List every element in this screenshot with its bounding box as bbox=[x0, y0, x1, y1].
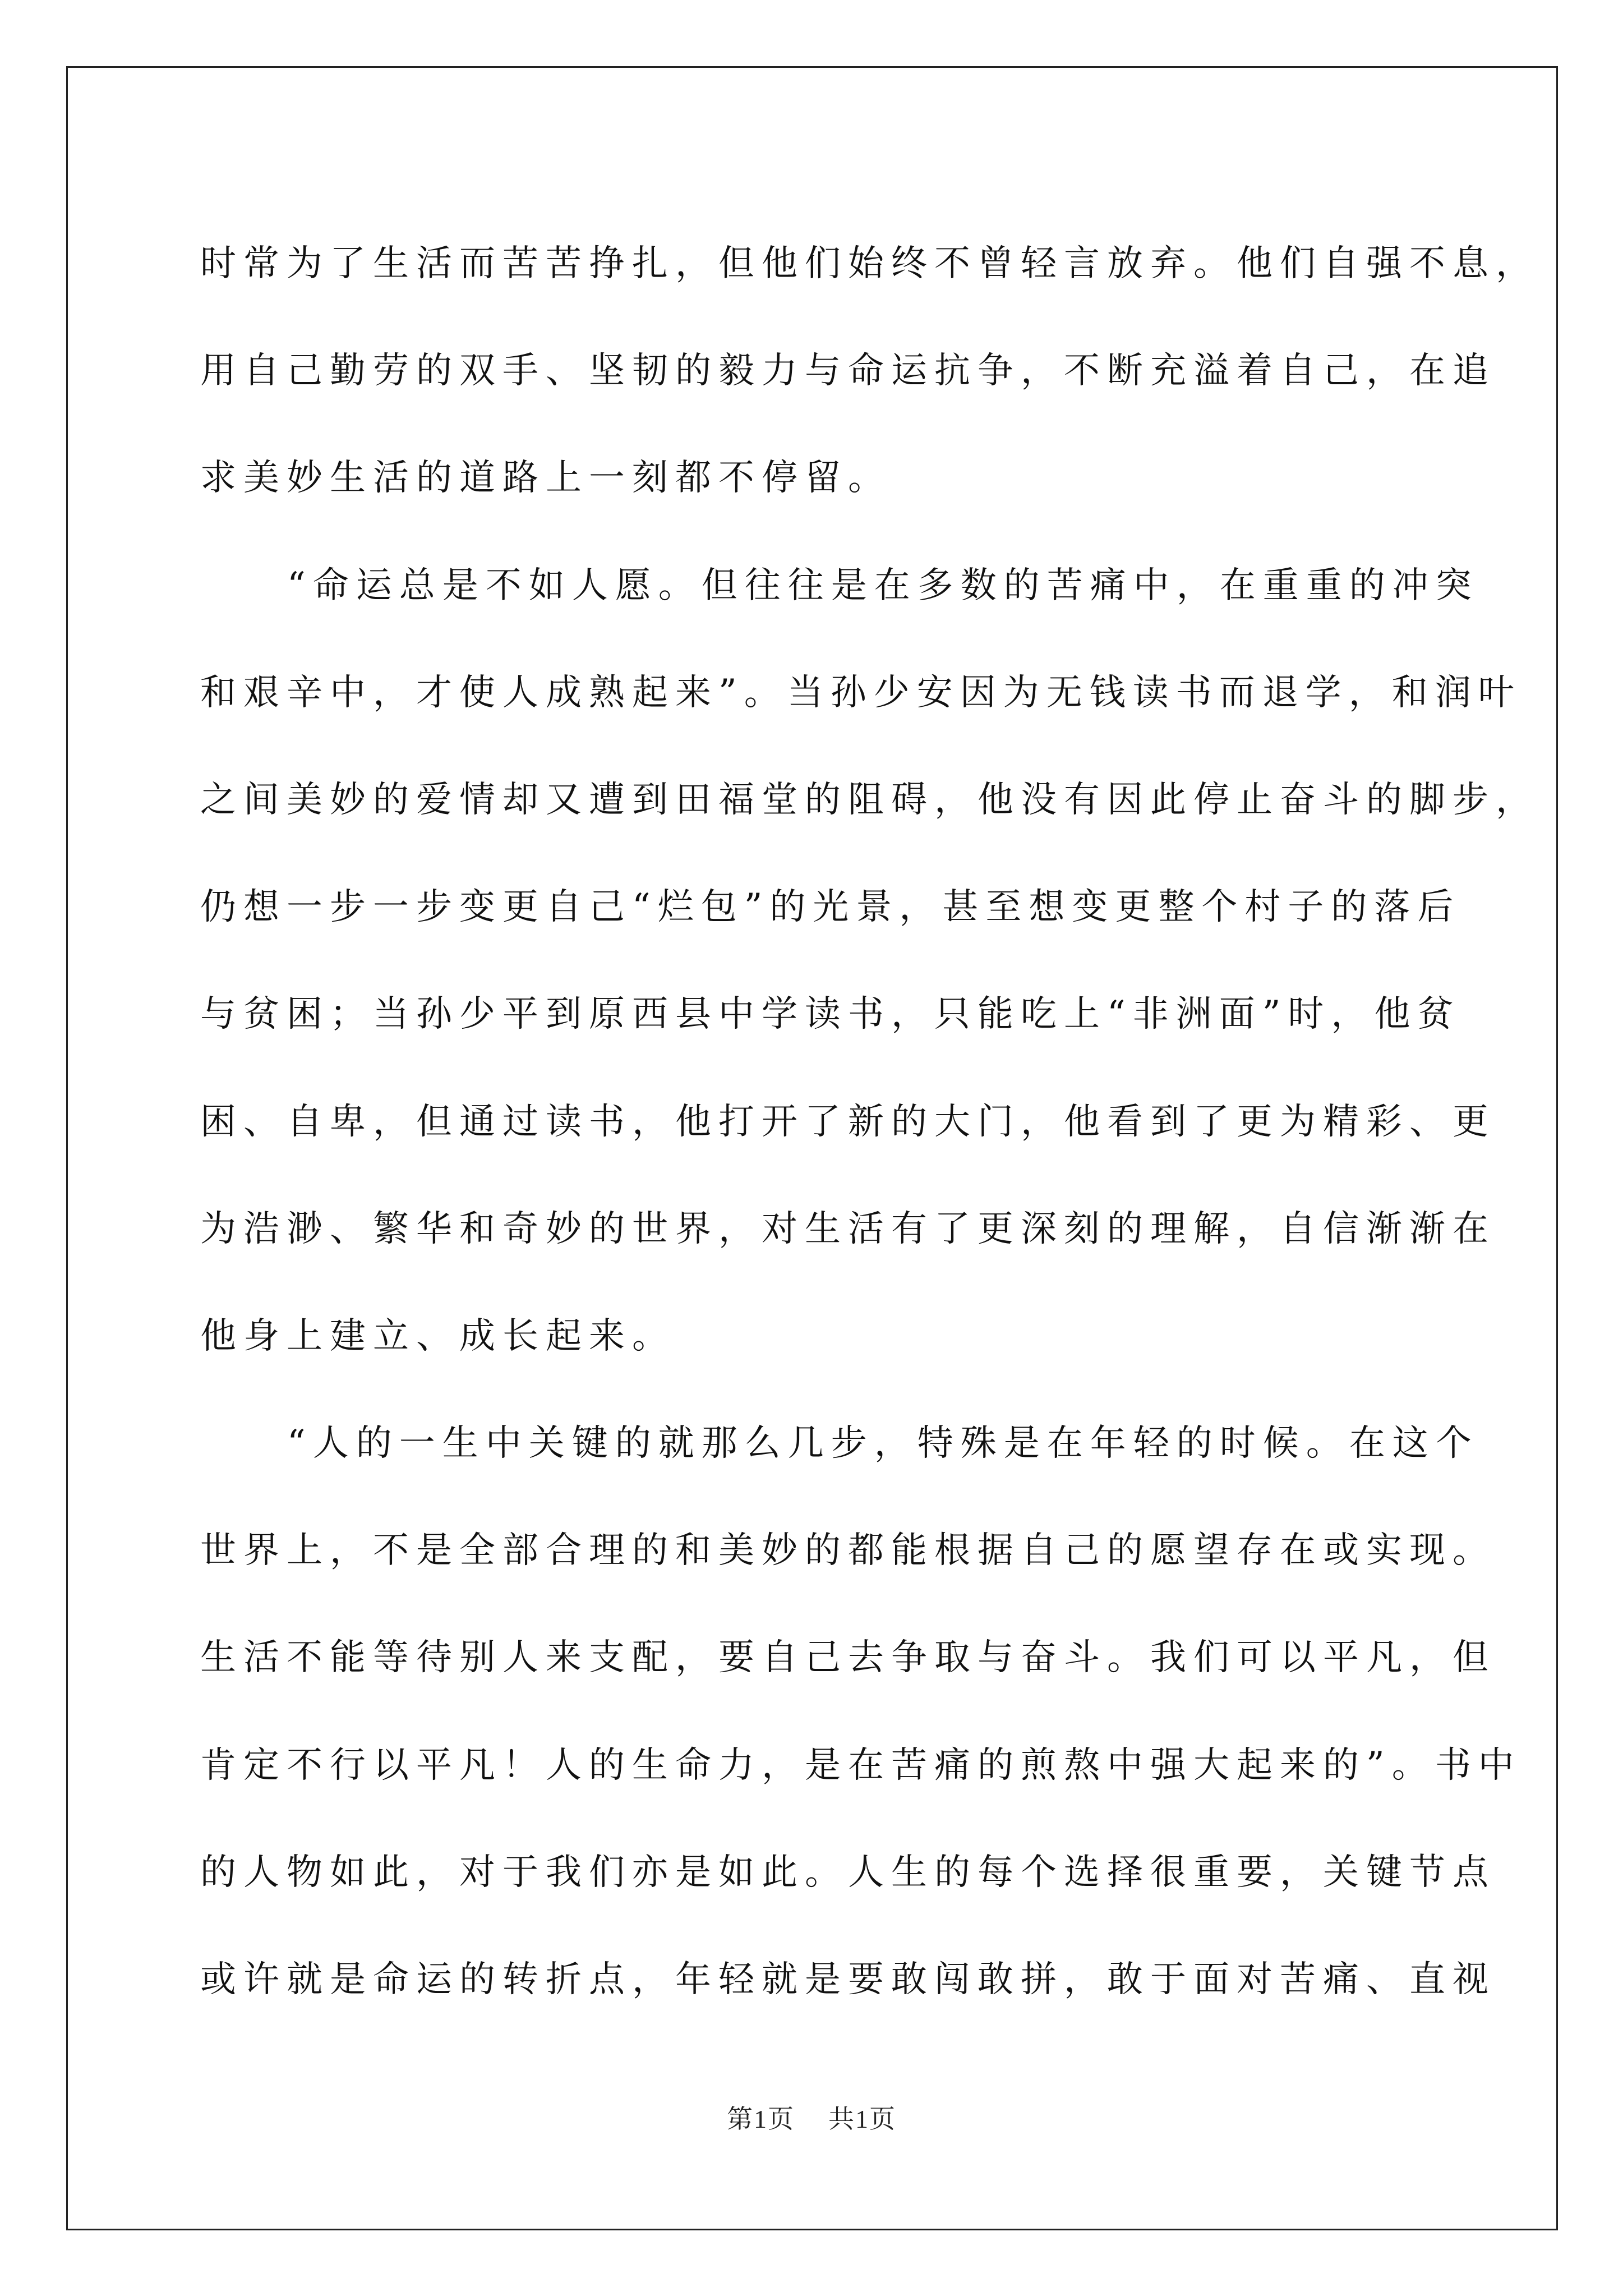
text-line: “人的一生中关键的就那么几步，特殊是在年轻的时候。在这个 bbox=[287, 1423, 1479, 1465]
text-line: 或许就是命运的转折点，年轻就是要敢闯敢拼，敢于面对苦痛、直视 bbox=[200, 1959, 1496, 2000]
text-line: 与贫困；当孙少平到原西县中学读书，只能吃上“非洲面”时，他贫 bbox=[200, 993, 1461, 1036]
text-line: 之间美妙的爱情却又遭到田福堂的阻碍，他没有因此停止奋斗的脚步， bbox=[200, 779, 1539, 821]
text-line: 用自己勤劳的双手、坚韧的毅力与命运抗争，不断充溢着自己，在追 bbox=[200, 350, 1496, 392]
text-line: 的人物如此，对于我们亦是如此。人生的每个选择很重要，关键节点 bbox=[200, 1851, 1496, 1893]
text-line: 为浩渺、繁华和奇妙的世界，对生活有了更深刻的理解，自信渐渐在 bbox=[200, 1208, 1496, 1250]
text-line: 世界上，不是全部合理的和美妙的都能根据自己的愿望存在或实现。 bbox=[200, 1530, 1496, 1572]
text-line: 生活不能等待别人来支配，要自己去争取与奋斗。我们可以平凡，但 bbox=[200, 1637, 1496, 1679]
page-total: 共1页 bbox=[828, 2105, 896, 2133]
text-line: 困、自卑，但通过读书，他打开了新的大门，他看到了更为精彩、更 bbox=[200, 1101, 1496, 1143]
text-line: 求美妙生活的道路上一刻都不停留。 bbox=[200, 457, 891, 499]
text-line: 仍想一步一步变更自己“烂包”的光景，甚至想变更整个村子的落后 bbox=[200, 886, 1461, 928]
text-line: 他身上建立、成长起来。 bbox=[200, 1315, 675, 1357]
page-footer bbox=[0, 2102, 1623, 2136]
text-line: “命运总是不如人愿。但往往是在多数的苦痛中，在重重的冲突 bbox=[287, 564, 1479, 606]
text-line: 时常为了生活而苦苦挣扎，但他们始终不曾轻言放弃。他们自强不息， bbox=[200, 243, 1539, 284]
page-number: 第1页 bbox=[727, 2105, 795, 2133]
text-line: 肯定不行以平凡！人的生命力，是在苦痛的煎熬中强大起来的”。书中 bbox=[200, 1744, 1521, 1786]
text-line: 和艰辛中，才使人成熟起来”。当孙少安因为无钱读书而退学，和润叶 bbox=[200, 671, 1521, 714]
document-body bbox=[200, 210, 1539, 2033]
